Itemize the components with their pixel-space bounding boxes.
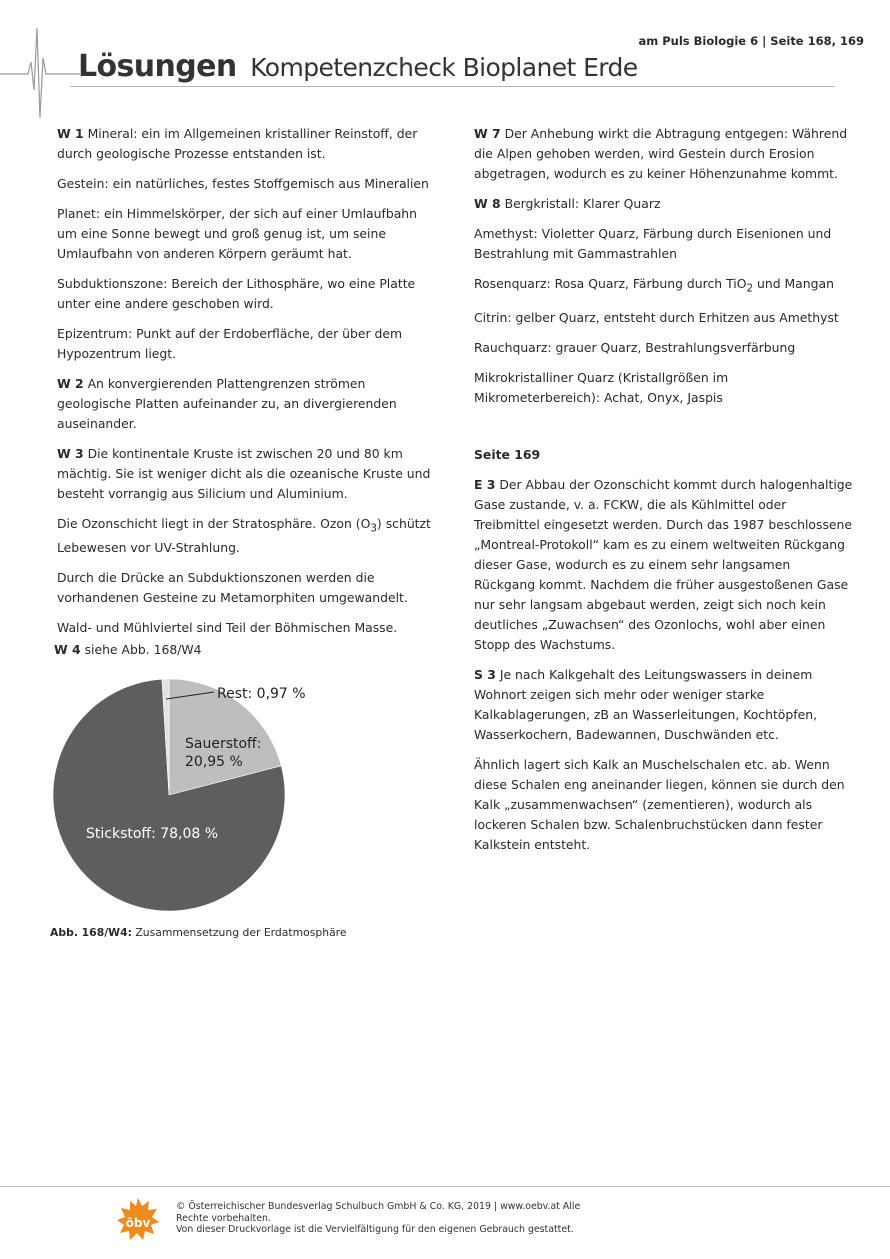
footer-divider <box>0 1186 890 1187</box>
task-label: W 3 <box>57 446 84 461</box>
pie-chart <box>50 678 410 928</box>
answer-w2: W 2 An konvergierenden Plattengrenzen strömen geologische Platten aufeinander zu, an divergierenden auseinander. <box>57 376 397 431</box>
title-bold: Lösungen <box>78 49 237 84</box>
rosenquarz-paragraph: Rosenquarz: Rosa Quarz, Färbung durch TiO$_2$ und Mangan <box>474 276 834 295</box>
task-label: W 7 <box>474 126 501 141</box>
title-subject: Kompetenzcheck Bioplanet Erde <box>250 53 638 82</box>
task-label: S 3 <box>474 667 496 683</box>
wald-paragraph: Wald- und Mühlviertel sind Teil der Böhmischen Masse. <box>57 620 398 636</box>
label-sauerstoff: Sauerstoff: <box>185 736 262 752</box>
left-column <box>57 124 437 648</box>
ozon-paragraph: Die Ozonschicht liegt in der Stratosphäre. Ozon $(O_3)$ schützt Lebewesen vor UV-Strahlung. <box>57 516 431 556</box>
answer-w1: W 1 Mineral: ein im Allgemeinen kristalliner Reinstoff, der durch geologische Prozesse entstanden ist. <box>57 126 418 161</box>
figure-caption: Abb. 168/W4: Zusammensetzung der Erdatmosphäre <box>50 926 347 939</box>
right-column <box>474 124 854 865</box>
mikro-paragraph: Mikrokristalliner Quarz (Kristallgrößen im Mikrometerbereich): Achat, Onyx, Jaspis <box>474 370 729 406</box>
amethyst-paragraph: Amethyst: Violetter Quarz, Färbung durch Eisenionen und Bestrahlung mit Gammastrahlen <box>474 226 832 261</box>
section-heading: Seite 169 <box>474 447 541 463</box>
label-rest: Rest: 0,97 % <box>217 686 306 702</box>
pulse-line-decoration <box>0 0 80 130</box>
citrin-paragraph: Citrin: gelber Quarz, entsteht durch Erhitzen aus Amethyst <box>474 310 839 326</box>
definition-gestein: Gestein: ein natürliches, festes Stoffgemisch aus Mineralien <box>57 176 429 191</box>
definition-planet: Planet: ein Himmelskörper, der sich auf einer Umlaufbahn um eine Sonne bewegt und groß genug ist, um seine Umlaufbahn von anderen Körpern geräumt hat. <box>57 206 417 261</box>
task-label: W 2 <box>57 376 84 391</box>
task-label: E 3 <box>474 477 496 493</box>
book-reference: am Puls Biologie 6 | Seite 168, 169 <box>638 34 864 48</box>
answer-w7: W 7 Der Anhebung wirkt die Abtragung entgegen: Während die Alpen gehoben werden, wird Gestein durch Erosion abgetragen, wodurch es zu keiner Höhenzunahme kommt. <box>474 126 848 181</box>
task-label: W 1 <box>57 126 84 141</box>
druecke-paragraph: Durch die Drücke an Subduktionszonen werden die vorhandenen Gesteine zu Metamorphiten umgewandelt. <box>57 570 408 606</box>
figure-w4 <box>50 642 410 942</box>
answer-e3: E 3 Der Abbau der Ozonschicht kommt durch halogenhaltige Gase zustande, v. a. FCKW, die als Kühlmittel oder Treibmittel eingesetzt werden. Durch das 1987 beschlossene „Montreal-Protokoll“ kam es zu einem weltweiten Rückgang dieser Gase, wodurch es zu einem sehr langsamen Rückgang kommt. Nachdem die früher ausgestoßenen Gase nur sehr langsam abgebaut werden, zeigt sich noch kein deutliches „Zuwachsen“ des Ozonlochs, wohl aber einen Stopp des Wachstums. <box>474 477 853 653</box>
task-label: W 8 <box>474 196 501 211</box>
answer-s3: S 3 Je nach Kalkgehalt des Leitungswassers in deinem Wohnort zeigen sich mehr oder weniger starke Kalkablagerungen, zB an Wasserleitungen, Kochtöpfen, Wasserkochern, Badewannen, Duschwänden etc. <box>474 667 818 743</box>
kalk-paragraph: Ähnlich lagert sich Kalk an Muschelschalen etc. ab. Wenn diese Schalen eng aneinander liegen, können sie durch den Kalk „zusammenwachsen“ (zementieren), wodurch als lockeren Schalen bzw. Schalenbruchstücken dann fester Kalkstein entsteht. <box>474 757 845 853</box>
definition-epizentrum: Epizentrum: Punkt auf der Erdoberfläche, der über dem Hypozentrum liegt. <box>57 326 403 361</box>
definition-subduktion: Subduktionszone: Bereich der Lithosphäre, wo eine Platte unter eine andere geschoben wird. <box>57 276 416 311</box>
answer-w8: W 8 Bergkristall: Klarer Quarz <box>474 196 661 211</box>
page-title <box>78 46 638 84</box>
header-divider <box>70 86 835 87</box>
label-sauerstoff-value: 20,95 % <box>185 754 243 770</box>
footer-copyright: © Österreichischer Bundesverlag Schulbuch GmbH & Co. KG, 2019 | www.oebv.at Alle Rechte vorbehalten. Von dieser Druckvorlage ist die Vervielfältigung für den eigenen Gebrauch gestattet. <box>176 1201 581 1235</box>
figure-reference: W 4 siehe Abb. 168/W4 <box>54 642 202 657</box>
label-stickstoff: Stickstoff: 78,08 % <box>86 826 219 842</box>
answer-w3: W 3 Die kontinentale Kruste ist zwischen 20 und 80 km mächtig. Sie ist weniger dicht als die ozeanische Kruste und besteht vorrangig aus Silicium und Aluminium. <box>57 446 431 501</box>
logo-text: öbv <box>125 1216 151 1230</box>
task-label: W 4 <box>54 642 81 657</box>
rauchquarz-paragraph: Rauchquarz: grauer Quarz, Bestrahlungsverfärbung <box>474 340 796 356</box>
oebv-logo <box>116 1196 160 1244</box>
